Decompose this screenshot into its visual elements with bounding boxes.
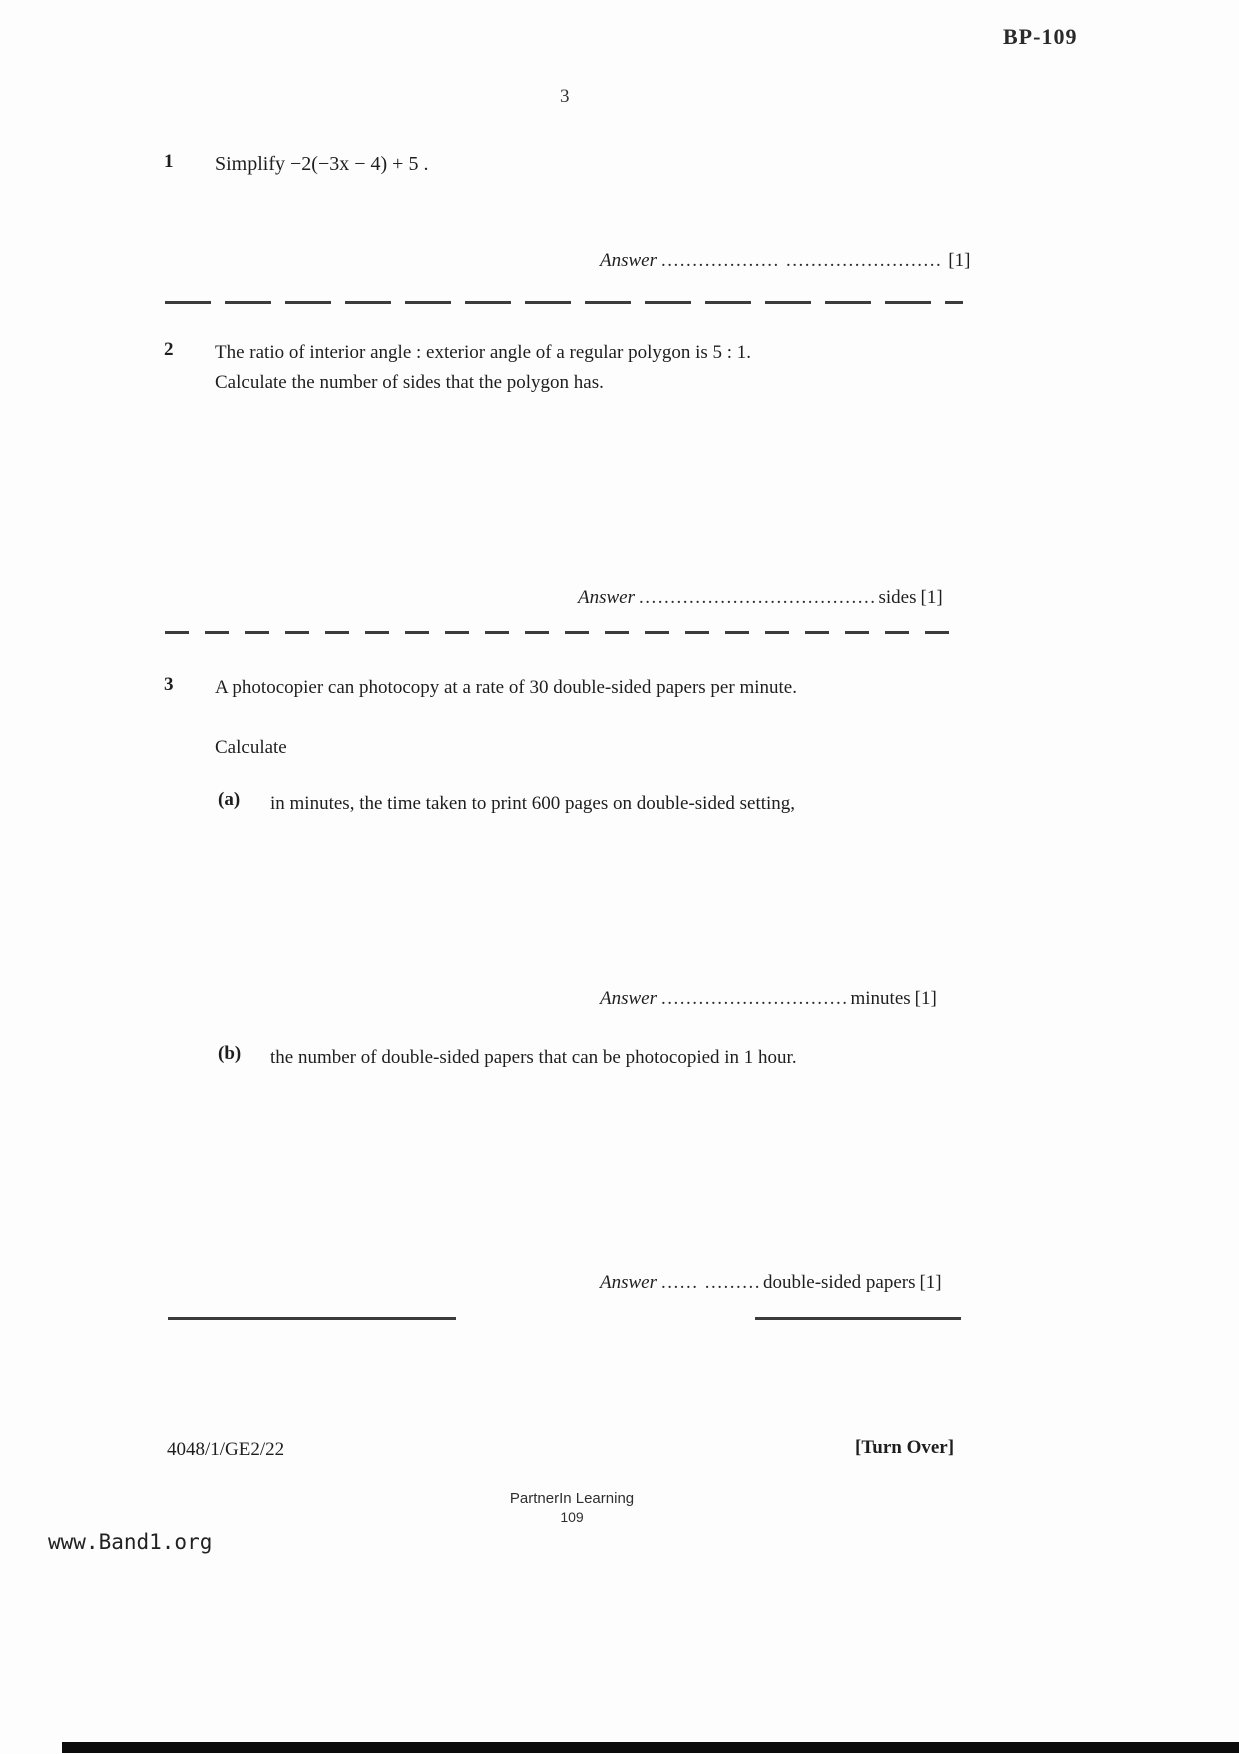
question-3a-text: in minutes, the time taken to print 600 pages on double-sided setting, (270, 793, 796, 814)
question-3-number: 3 (164, 674, 174, 695)
answer-label: Answer (600, 988, 657, 1009)
bp-code: BP-109 (1003, 24, 1078, 49)
question-1-number: 1 (164, 151, 174, 172)
question-2-line1: The ratio of interior angle : exterior angle of a regular polygon is 5 : 1. (215, 342, 752, 363)
answer-dots: .............................. (661, 988, 849, 1009)
question-1-answer-line (600, 250, 970, 272)
answer-unit: sides (878, 587, 917, 608)
question-3-intro: A photocopier can photocopy at a rate of 30 double-sided papers per minute. (215, 677, 797, 698)
question-3-calculate: Calculate (215, 737, 287, 758)
answer-marks: [1] (914, 988, 937, 1009)
scan-edge-bar (62, 1742, 1239, 1753)
question-3b-text: the number of double-sided papers that can be photocopied in 1 hour. (270, 1047, 797, 1068)
separator-2 (165, 631, 955, 634)
question-2-answer-line (578, 587, 943, 609)
answer-dots: ...... ......... (661, 1272, 761, 1293)
answer-marks: [1] (919, 1272, 942, 1293)
answer-label: Answer (578, 587, 635, 608)
answer-unit: minutes (850, 988, 911, 1009)
answer-unit: double-sided papers (763, 1272, 916, 1293)
page-number: 3 (560, 86, 570, 107)
question-3a-label: (a) (218, 789, 241, 810)
question-3a-answer-line (600, 988, 937, 1010)
watermark-line2: 109 (560, 1509, 584, 1525)
answer-dots: ...................................... (639, 587, 877, 608)
question-3b-label: (b) (218, 1043, 242, 1064)
website-label: www.Band1.org (48, 1530, 213, 1554)
watermark (452, 1490, 692, 1525)
answer-marks: [1] (920, 587, 943, 608)
watermark-line1: PartnerIn Learning (509, 1490, 635, 1507)
question-3b-answer-line (600, 1272, 942, 1294)
turn-over-label: [Turn Over] (855, 1437, 955, 1458)
question-2-number: 2 (164, 339, 174, 360)
separator-3-left (168, 1317, 456, 1320)
paper-code: 4048/1/GE2/22 (167, 1439, 285, 1460)
question-1-text: Simplify −2(−3x − 4) + 5 . (215, 153, 429, 175)
separator-1 (165, 301, 963, 304)
answer-dots: ................... ......................... (661, 250, 943, 271)
answer-label: Answer (600, 1272, 657, 1293)
separator-3-right (755, 1317, 961, 1320)
question-2-line2: Calculate the number of sides that the polygon has. (215, 372, 604, 393)
answer-label: Answer (600, 250, 657, 271)
answer-marks: [1] (948, 250, 971, 271)
